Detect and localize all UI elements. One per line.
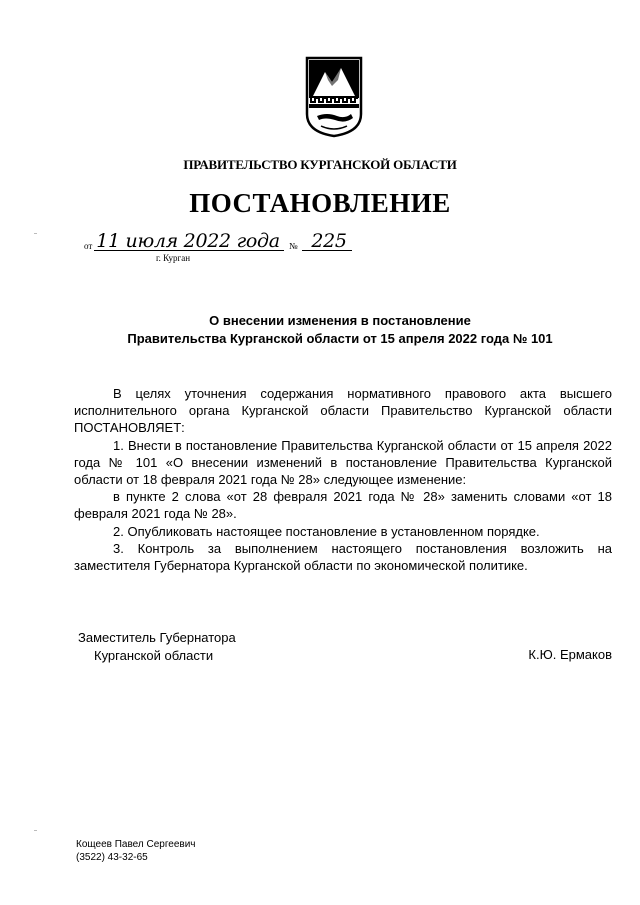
city-label: г. Курган [156,253,191,263]
signatory-position-line-2: Курганской области [94,648,214,663]
subject-line-2: Правительства Курганской области от 15 апреля 2022 года № 101 [127,331,553,346]
document-subject [0,312,640,348]
number-underline [302,250,352,251]
clause-1-paragraph: 1. Внести в постановление Правительства Курганской области от 15 апреля 2022 года № 101 «О внесении изменений в постановление Правительства Курганской области от 18 февраля 2021 года № 28» следующее изменение: [74,437,612,488]
signatory-position-line-1: Заместитель Губернатора [78,630,236,645]
document-type-title: ПОСТАНОВЛЕНИЕ [189,188,451,218]
handwritten-number: 225 [311,230,347,252]
margin-mark [34,830,37,831]
signatory-name: К.Ю. Ермаков [528,647,612,662]
handwritten-date: 11 июля 2022 года [96,230,280,252]
executor-name: Кощеев Павел Сергеевич [76,839,196,850]
preamble-paragraph: В целях уточнения содержания нормативного правового акта высшего исполнительного органа Курганской области Правительство Курганской области ПОСТАНОВЛЯЕТ: [74,386,612,436]
executor-info [76,838,196,864]
date-label: от [84,241,93,251]
clause-1-amendment-paragraph: в пункте 2 слова «от 28 февраля 2021 года № 28» заменить словами «от 18 февраля 2021 года № 28». [74,489,612,522]
coat-of-arms-emblem [305,56,363,138]
number-label: № [289,241,298,251]
document-body [74,385,612,574]
date-number-row [84,230,384,260]
date-underline [94,250,284,251]
executor-phone: (3522) 43-32-65 [76,852,148,863]
margin-mark [34,233,37,234]
clause-2-paragraph: 2. Опубликовать настоящее постановление в установленном порядке. [113,523,540,539]
subject-line-1: О внесении изменения в постановление [209,313,471,328]
signatory-position [78,629,236,665]
clause-3-paragraph: 3. Контроль за выполнением настоящего постановления возложить на заместителя Губернатора Курганской области по экономической политике. [74,540,612,574]
government-name: ПРАВИТЕЛЬСТВО КУРГАНСКОЙ ОБЛАСТИ [183,157,457,172]
